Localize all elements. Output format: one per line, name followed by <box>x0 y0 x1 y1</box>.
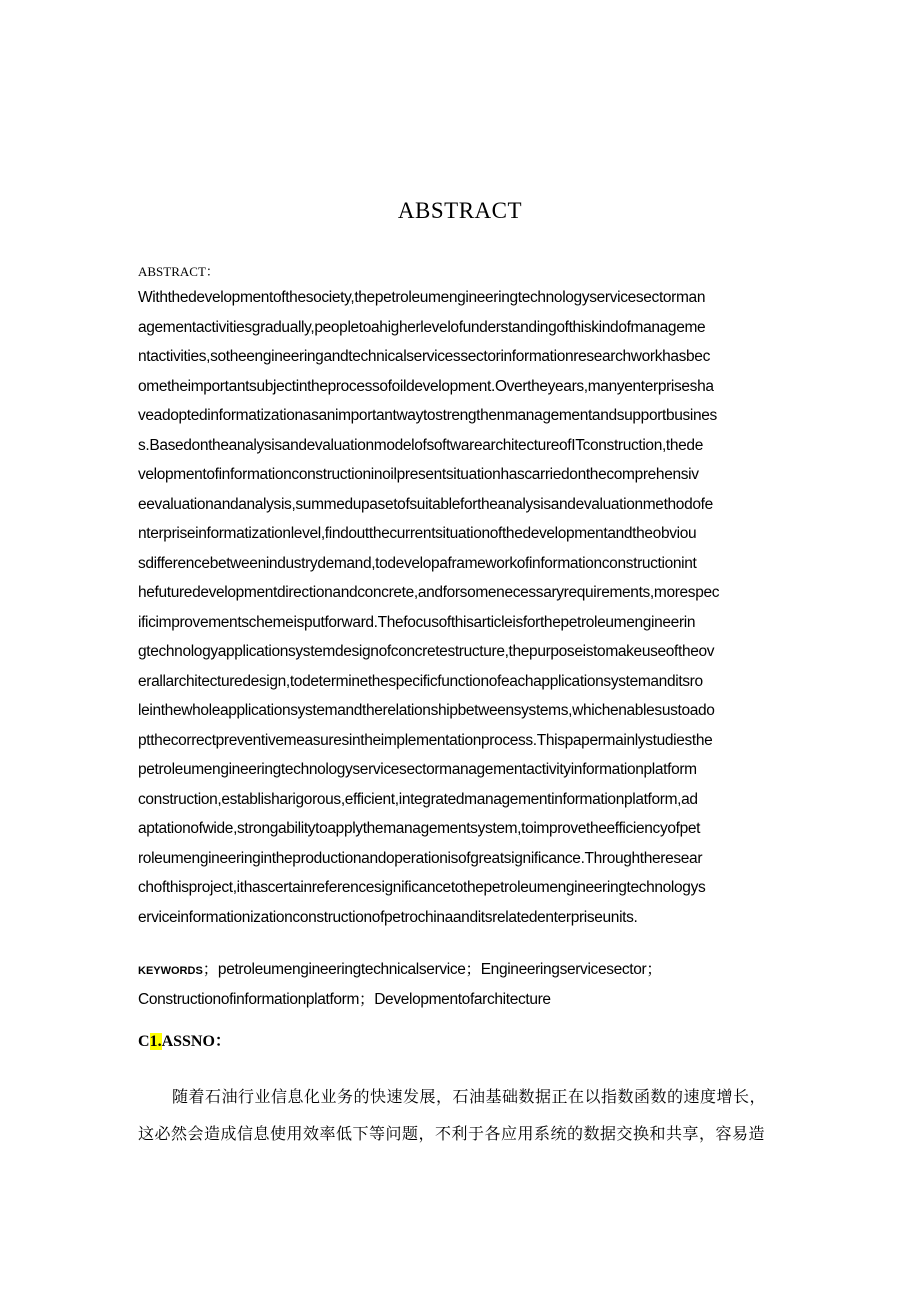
keywords-block <box>138 955 788 1015</box>
abstract-line: leinthewholeapplicationsystemandtherelationshipbetweensystems,whichenablesustoado <box>138 702 715 719</box>
abstract-line: ometheimportantsubjectintheprocessofoildevelopment.Overtheyears,manyenterprisesha <box>138 377 714 395</box>
abstract-line: sdifferencebetweenindustrydemand,todevelopaframeworkofinformationconstructionint <box>138 554 697 572</box>
abstract-line: construction,establisharigorous,efficient,integratedmanagementinformationplatform,ad <box>138 790 698 808</box>
abstract-line: ptthecorrectpreventivemeasuresintheimplementationprocess.Thispapermainlystudiesthe <box>138 731 713 749</box>
abstract-line: aptationofwide,strongabilitytoapplythemanagementsystem,toimprovetheefficiencyofpet <box>138 820 701 837</box>
abstract-line: nterpriseinformatizationlevel,findoutthecurrentsituationofthedevelopmentandtheobviou <box>138 525 697 542</box>
abstract-line: velopmentofinformationconstructioninoilpresentsituationhascarriedonthecomprehensiv <box>138 466 699 483</box>
abstract-line: s.BasedontheanalysisandevaluationmodelofsoftwarearchitectureofITconstruction,thede <box>138 436 703 454</box>
abstract-line: ificimprovementschemeisputforward.Thefocusofthisarticleisforthepetroleumengineerin <box>138 613 696 631</box>
abstract-line: eevaluationandanalysis,summedupasetofsuitablefortheanalysisandevaluationmethodofe <box>138 495 713 513</box>
abstract-line: agementactivitiesgradually,peopletoahigherlevelofunderstandingofthiskindofmanageme <box>138 318 706 336</box>
abstract-label: ABSTRACT： <box>138 264 219 279</box>
keywords-label: KEYWORDS <box>138 965 203 977</box>
class-suffix: ASSNO： <box>161 1033 231 1050</box>
abstract-line: gtechnologyapplicationsystemdesignofconcretestructure,thepurposeistomakeuseofthеov <box>138 643 715 660</box>
class-number-heading <box>138 1028 231 1051</box>
abstract-line: erallarchitecturedesign,todeterminethespecificfunctionofeachapplicationsystemanditsro <box>138 672 703 690</box>
abstract-line: erviceinformationizationconstructionofpetrochinaanditsrelatedenterpriseunits. <box>138 908 638 926</box>
page-title: ABSTRACT <box>397 198 523 223</box>
abstract-line: veadoptedinformatizationasanimportantwaytostrengthenmanagementandsupportbusines <box>138 407 717 424</box>
chinese-line: 随着石油行业信息化业务的快速发展，石油基础数据正在以指数函数的速度增长， <box>172 1087 767 1106</box>
keywords-line <box>138 955 788 985</box>
chinese-paragraph <box>138 1078 788 1152</box>
keywords-text-1: ；petroleumengineeringtechnicalservice；Engineeringservicesector； <box>202 961 662 978</box>
abstract-line: roleumengineeringintheproductionandoperationisofgreatsignificance.Throughthereseаr <box>138 849 703 867</box>
abstract-body <box>138 283 788 932</box>
keywords-text-2: Constructionofinformationplatform；Developmentofarchitecture <box>138 991 551 1008</box>
abstract-line: hefuturedevelopmentdirectionandconcrete,andforsomenecessaryrequirements,morespec <box>138 584 720 601</box>
abstract-line: Withthedevelopmentofthesociety,thepetroleumengineeringtechnologyservicesectorman <box>138 289 706 306</box>
class-highlight: 1. <box>149 1033 162 1050</box>
chinese-line: 这必然会造成信息使用效率低下等问题，不利于各应用系统的数据交换和共享，容易造 <box>138 1124 766 1143</box>
abstract-line: chofthisproject,ithascertainreferencesignificancetothepetroleumengineeringtechnologys <box>138 879 706 896</box>
class-prefix: C <box>138 1033 150 1050</box>
abstract-line: petroleumengineeringtechnologyservicesectormanagementactivityinformationplatform <box>138 761 697 778</box>
abstract-line: ntactivities,sotheengineeringandtechnicalservicessectorinformationresearchworkhasbec <box>138 348 710 365</box>
